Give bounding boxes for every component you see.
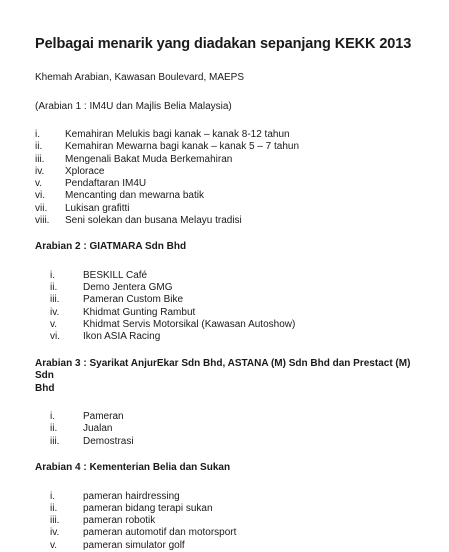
- list-item-number: i.: [50, 490, 55, 502]
- list-item-text: pameran simulator golf: [83, 539, 185, 551]
- list-item-number: vi.: [35, 190, 45, 202]
- list-item: [50, 491, 429, 503]
- section2-heading: Arabian 2 : GIATMARA Sdn Bhd: [35, 241, 187, 253]
- list-item-text: Lukisan grafitti: [65, 202, 130, 214]
- list-item-text: pameran bidang terapi sukan: [83, 502, 213, 514]
- list-item: [50, 270, 429, 282]
- list-item-number: iii.: [50, 515, 60, 527]
- list-item-number: i.: [50, 269, 55, 281]
- section2-list: [35, 270, 429, 344]
- document-title: Pelbagai menarik yang diadakan sepanjang KEKK 2013: [35, 36, 412, 52]
- list-item-number: v.: [50, 539, 58, 551]
- section4-list: [35, 491, 429, 552]
- list-item: [35, 166, 429, 178]
- list-item-text: Jualan: [83, 423, 113, 435]
- list-item-text: pameran automotif dan motorsport: [83, 527, 237, 539]
- list-item: [50, 331, 429, 343]
- list-item-number: v.: [35, 178, 43, 190]
- list-item: [50, 319, 429, 331]
- location-text: Khemah Arabian, Kawasan Boulevard, MAEPS: [35, 72, 245, 83]
- list-item-number: ii.: [50, 282, 58, 294]
- list-item-text: Demostrasi: [83, 435, 134, 447]
- list-item-number: vi.: [50, 331, 60, 343]
- list-item: [50, 527, 429, 539]
- list-item-text: Kemahiran Melukis bagi kanak – kanak 8-12 tahun: [65, 129, 290, 140]
- list-item-number: viii.: [35, 215, 50, 227]
- section3-list: [35, 411, 429, 448]
- list-item-text: pameran hairdressing: [83, 490, 180, 502]
- list-item-text: Kemahiran Mewarna bagi kanak – kanak 5 – 7 tahun: [65, 141, 300, 153]
- list-item: [50, 436, 429, 448]
- list-item-text: Pameran: [83, 411, 124, 423]
- list-item-number: iv.: [35, 165, 45, 177]
- list-item: [50, 411, 429, 423]
- list-item: [50, 282, 429, 294]
- list-item: [50, 307, 429, 319]
- list-item-text: Khidmat Servis Motorsikal (Kawasan Autoshow): [83, 319, 296, 331]
- list-item: [35, 215, 429, 227]
- list-item-text: Seni solekan dan busana Melayu tradisi: [65, 215, 242, 227]
- section1-list: [35, 129, 429, 227]
- list-item-number: ii.: [50, 423, 58, 435]
- list-item-number: iii.: [35, 153, 45, 165]
- list-item-number: v.: [50, 319, 58, 331]
- list-item-text: pameran robotik: [83, 515, 156, 527]
- list-item-number: iii.: [50, 435, 60, 447]
- list-item: [35, 141, 429, 153]
- section4-heading: Arabian 4 : Kementerian Belia dan Sukan: [35, 462, 231, 474]
- list-item: [50, 294, 429, 306]
- list-item: [35, 190, 429, 202]
- list-item: [35, 178, 429, 190]
- list-item-number: iv.: [50, 527, 60, 539]
- list-item: [50, 540, 429, 552]
- list-item-number: ii.: [50, 502, 58, 514]
- list-item-number: i.: [50, 411, 55, 423]
- list-item-number: i.: [35, 129, 40, 140]
- list-item-text: Mengenali Bakat Muda Berkemahiran: [65, 153, 233, 165]
- list-item-text: Khidmat Gunting Rambut: [83, 306, 196, 318]
- list-item-text: BESKILL Café: [83, 269, 148, 281]
- list-item: [50, 515, 429, 527]
- list-item: [35, 129, 429, 141]
- list-item-text: Pendaftaran IM4U: [65, 178, 147, 190]
- list-item-number: ii.: [35, 141, 43, 153]
- list-item: [50, 503, 429, 515]
- list-item: [50, 423, 429, 435]
- list-item-text: Mencanting dan mewarna batik: [65, 190, 204, 202]
- list-item-text: Demo Jentera GMG: [83, 282, 173, 294]
- list-item-text: Ikon ASIA Racing: [83, 331, 161, 343]
- section3-heading-line2: Bhd: [35, 382, 55, 394]
- list-item-number: iii.: [50, 294, 60, 306]
- list-item: [35, 154, 429, 166]
- list-item-text: Xplorace: [65, 165, 105, 177]
- list-item-number: iv.: [50, 306, 60, 318]
- list-item-number: vii.: [35, 202, 48, 214]
- section3-heading: [35, 358, 429, 396]
- section3-heading-line1: Arabian 3 : Syarikat AnjurEkar Sdn Bhd, ASTANA (M) Sdn Bhd dan Prestact (M) Sdn: [35, 357, 411, 382]
- list-item: [35, 203, 429, 215]
- section1-heading: (Arabian 1 : IM4U dan Majlis Belia Malaysia): [35, 101, 232, 112]
- list-item-text: Pameran Custom Bike: [83, 294, 184, 306]
